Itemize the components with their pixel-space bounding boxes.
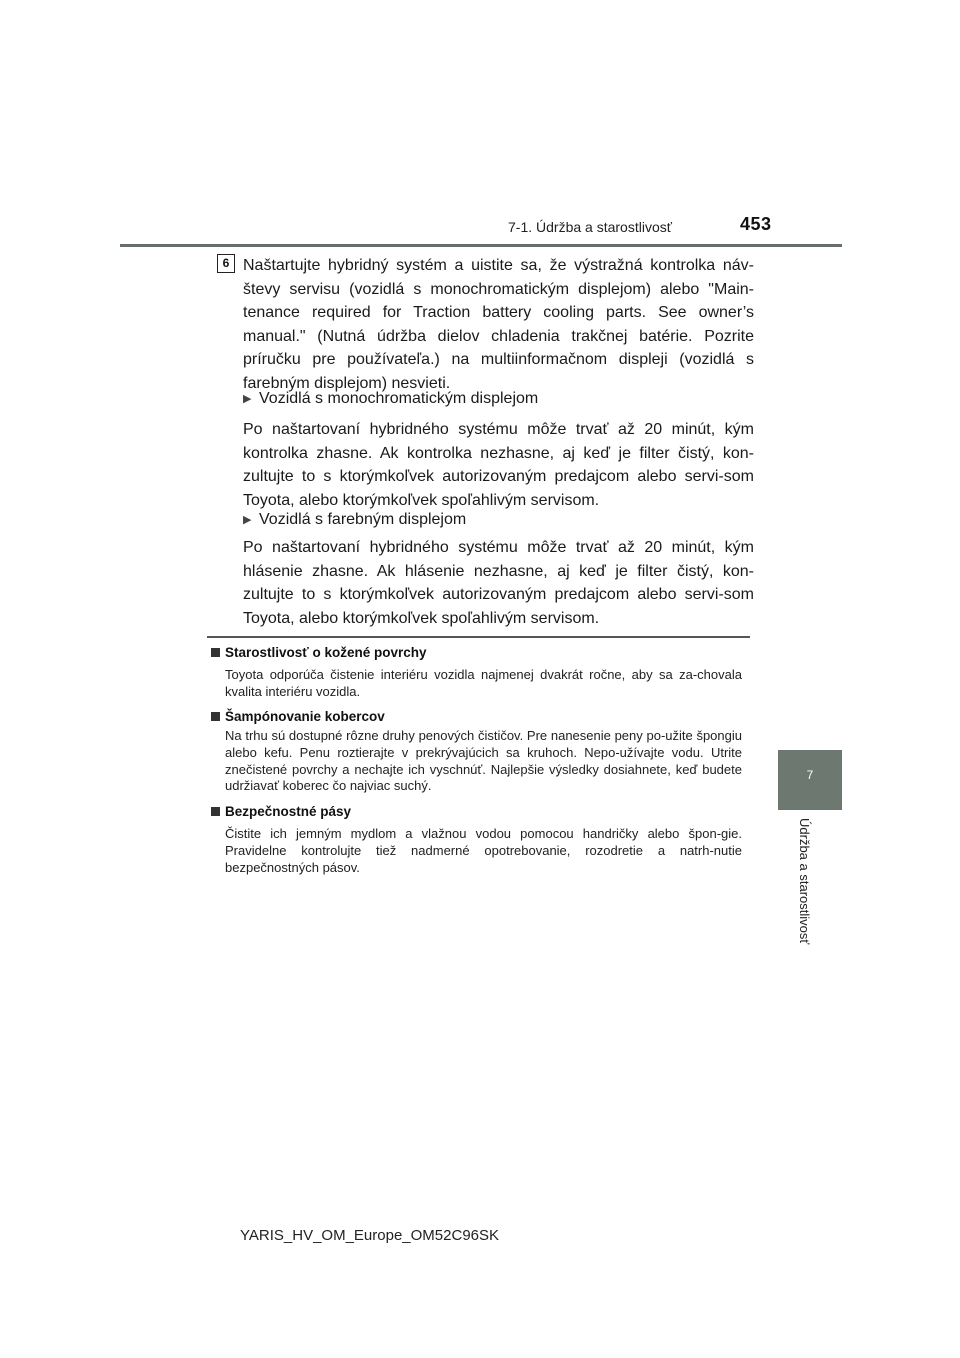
bullet-text: Po naštartovaní hybridného systému môže trvať až 20 minút, kým hlásenie zhasne. Ak hlásenie nezhasne, aj keď je filter čistý, kon-zultujte to s ktorýmkoľvek autorizovaným predajcom alebo servi-som Toyota, alebo ktorýmkoľvek spoľahlivým servisom.	[243, 539, 754, 627]
note-text: Čistite ich jemným mydlom a vlažnou vodou pomocou handričky alebo špon-gie. Pravidelne kontrolujte tiež nadmerné opotrebovanie, rozodretie a natrh-nutie bezpečnostných pásov.	[225, 826, 742, 875]
bullet-title: Vozidlá s farebným displejom	[259, 511, 467, 528]
notes-divider	[207, 636, 750, 638]
note-heading-text: Šampónovanie kobercov	[225, 709, 385, 724]
note-heading	[211, 709, 385, 724]
page-number: 453	[740, 214, 772, 234]
bullet-title: Vozidlá s monochromatickým displejom	[259, 390, 539, 407]
note-heading-text: Bezpečnostné pásy	[225, 804, 352, 819]
note-heading-text: Starostlivosť o kožené povrchy	[225, 645, 427, 660]
triangle-bullet-icon: ▶	[243, 514, 252, 526]
bullet-color-display	[243, 509, 466, 531]
triangle-bullet-icon: ▶	[243, 393, 252, 405]
step-text: Naštartujte hybridný systém a uistite sa, že výstražná kontrolka náv-števy servisu (vozidlá s monochromatickým displejom) alebo "Main-tenance required for Traction battery cooling parts. See owner’s manual." (Nutná údržba dielov chladenia trakčnej batérie. Pozrite príručku pre používateľa.) na multiinformačnom displeji (vozidlá s farebným displejom) nesvieti.	[243, 257, 754, 392]
chapter-label: Údržba a starostlivosť	[797, 818, 812, 945]
square-bullet-icon	[211, 712, 220, 721]
square-bullet-icon	[211, 807, 220, 816]
square-bullet-icon	[211, 648, 220, 657]
note-heading	[211, 804, 351, 819]
step-number-badge: 6	[217, 254, 235, 273]
document-id: YARIS_HV_OM_Europe_OM52C96SK	[240, 1227, 500, 1244]
bullet-monochrome	[243, 388, 538, 410]
bullet-text: Po naštartovaní hybridného systému môže trvať až 20 minút, kým kontrolka zhasne. Ak kontrolka nezhasne, aj keď je filter čistý, kon-zultujte to s ktorýmkoľvek autorizovaným predajcom alebo servi-som Toyota, alebo ktorýmkoľvek spoľahlivým servisom.	[243, 421, 754, 509]
chapter-tab	[778, 750, 842, 810]
note-text: Na trhu sú dostupné rôzne druhy penových čističov. Pre nanesenie peny po-užite špongiu alebo kefu. Penu roztierajte v prekrývajúcich sa kruhoch. Nepo-užívajte vodu. Utrite znečistené povrchy a nechajte ich vyschnúť. Najlepšie výsledky dosiahnete, keď budete udržiavať koberec čo najviac suchý.	[225, 728, 742, 794]
header-divider	[120, 244, 842, 247]
section-title: 7-1. Údržba a starostlivosť	[508, 219, 672, 235]
chapter-number: 7	[806, 768, 814, 782]
note-text: Toyota odporúča čistenie interiéru vozidla najmenej dvakrát ročne, aby sa za-chovala kvalita interiéru vozidla.	[225, 667, 742, 699]
note-heading	[211, 645, 427, 660]
